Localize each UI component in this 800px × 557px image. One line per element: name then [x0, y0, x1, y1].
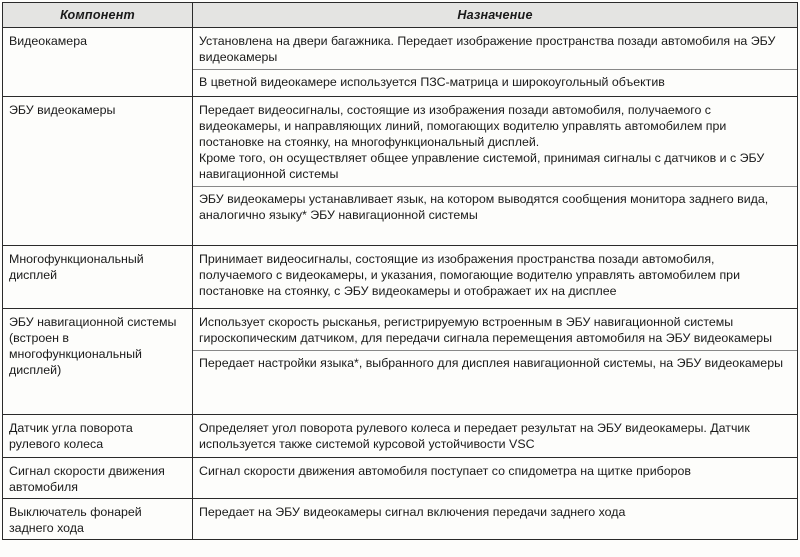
description-cell — [193, 309, 798, 415]
sub-divider — [193, 69, 797, 70]
component-cell — [3, 246, 193, 309]
component-name: ЭБУ видеокамеры — [9, 103, 116, 117]
table-row — [3, 97, 798, 246]
description-text: В цветной видеокамере используется ПЗС-матрица и широкоугольный объектив — [199, 75, 665, 89]
description-cell — [193, 28, 798, 97]
description-text: Сигнал скорости движения автомобиля поступает со спидометра на щитке приборов — [199, 464, 691, 478]
description-text: ЭБУ видеокамеры устанавливает язык, на котором выводятся сообщения монитора заднего вида, аналогично языку* ЭБУ навигационной системы — [199, 192, 769, 222]
description-text: Принимает видеосигналы, состоящие из изображения пространства позади автомобиля, получаемого с видеокамеры, и указания, помогающие водителю управлять автомобилем при постановке на стоянку, с ЭБУ видеокамеры и отображает их на дисплее — [199, 252, 740, 298]
sub-divider — [193, 350, 797, 351]
description-text: Передает на ЭБУ видеокамеры сигнал включения передачи заднего хода — [199, 505, 626, 519]
table-row — [3, 415, 798, 458]
table-row — [3, 246, 798, 309]
component-name: ЭБУ навигационной системы (встроен в многофункциональный дисплей) — [9, 315, 177, 377]
component-cell — [3, 309, 193, 415]
description-text: Кроме того, он осуществляет общее управление системой, принимая сигналы с датчиков и с ЭБУ навигационной системы — [199, 151, 765, 181]
description-text: Передает настройки языка*, выбранного для дисплея навигационной системы, на ЭБУ видеокамеры — [199, 356, 783, 370]
table-header-row — [3, 3, 798, 28]
component-name: Датчик угла поворота рулевого колеса — [9, 421, 133, 451]
header-purpose: Назначение — [193, 3, 798, 28]
description-cell — [193, 246, 798, 309]
component-name: Многофункциональный дисплей — [9, 252, 144, 282]
description-text: Использует скорость рысканья, регистрируемую встроенным в ЭБУ навигационной системы гироскопическим датчиком, для передачи сигнала перемещения автомобиля на ЭБУ видеокамеры — [199, 315, 773, 345]
table-row — [3, 458, 798, 499]
description-text: Передает видеосигналы, состоящие из изображения позади автомобиля, получаемого с видеокамеры, и направляющих линий, помогающих водителю управлять автомобилем при постановке на стоянку, на многофункциональный дисплей. — [199, 103, 727, 149]
component-cell — [3, 415, 193, 458]
description-text: Установлена на двери багажника. Передает изображение пространства позади автомобиля на ЭБУ видеокамеры — [199, 34, 776, 64]
table-row — [3, 499, 798, 540]
component-cell — [3, 499, 193, 540]
description-cell — [193, 415, 798, 458]
description-cell — [193, 499, 798, 540]
component-name: Видеокамера — [9, 34, 87, 48]
sub-divider — [193, 186, 797, 187]
description-cell — [193, 458, 798, 499]
description-text: Определяет угол поворота рулевого колеса и передает результат на ЭБУ видеокамеры. Датчик используется также системой курсовой устойчивости VSC — [199, 421, 750, 451]
description-cell — [193, 97, 798, 246]
component-cell — [3, 458, 193, 499]
component-name: Выключатель фонарей заднего хода — [9, 505, 142, 535]
component-cell — [3, 28, 193, 97]
table-row — [3, 28, 798, 97]
component-table — [2, 2, 798, 540]
header-component: Компонент — [3, 3, 193, 28]
component-cell — [3, 97, 193, 246]
table-row — [3, 309, 798, 415]
component-name: Сигнал скорости движения автомобиля — [9, 464, 165, 494]
